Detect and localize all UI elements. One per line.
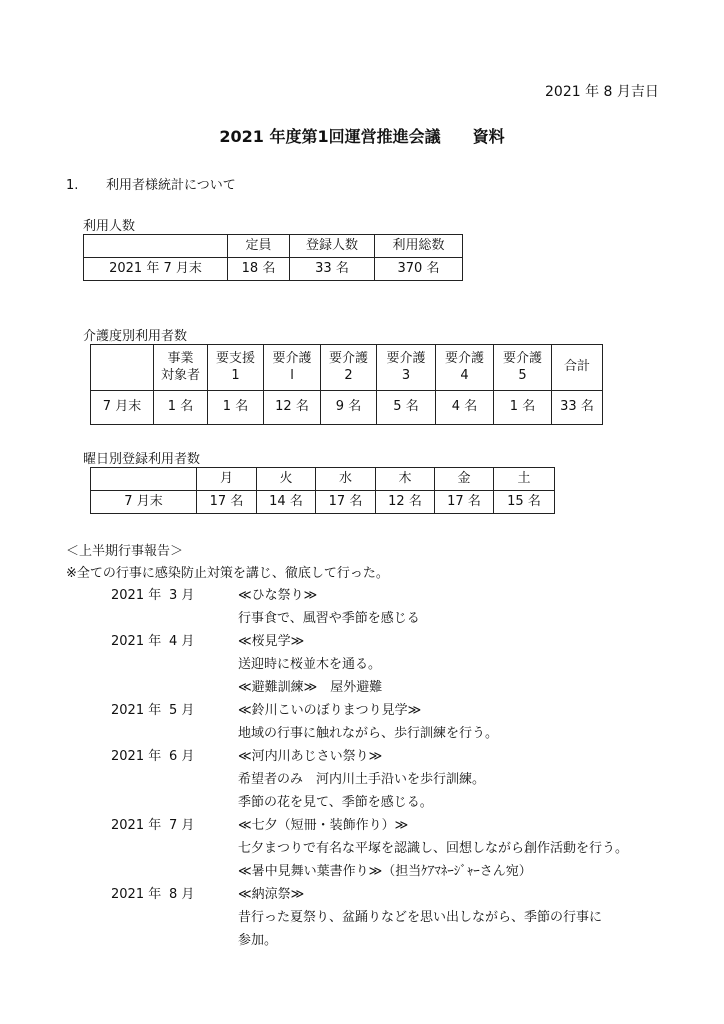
table-cell: 登録人数 — [290, 235, 375, 258]
table-cell: 7 月末 — [91, 491, 197, 514]
event-month: 5 月 — [169, 703, 195, 718]
table-cell: 33 名 — [290, 258, 375, 281]
header-line: 事業 — [167, 351, 194, 367]
care-table-label: 介護度別利用者数 — [83, 329, 188, 344]
table-row — [84, 258, 463, 281]
document-date: 2021 年 8 月吉日 — [545, 84, 659, 100]
table-cell: 17 名 — [197, 491, 257, 514]
table-cell — [154, 345, 208, 391]
header-line: 要支援 — [215, 351, 255, 367]
event-month: 7 月 — [169, 818, 195, 833]
document-title: 2021 年度第1回運営推進会議 資料 — [219, 127, 505, 146]
event-date — [111, 745, 194, 764]
header-line: 5 — [518, 367, 527, 383]
event-month: 8 月 — [169, 887, 195, 902]
event-date — [111, 584, 194, 603]
table-header-row — [91, 468, 555, 491]
section-heading — [66, 174, 236, 193]
weekday-table-label: 曜日別登録利用者数 — [83, 452, 201, 467]
table-cell: 18 名 — [228, 258, 290, 281]
table-cell: 合計 — [552, 345, 603, 391]
table-cell: 12 名 — [264, 391, 321, 425]
event-year: 2021 年 — [111, 703, 162, 718]
header-line: 2 — [344, 367, 353, 383]
header-line: 要介護 — [328, 351, 368, 367]
table-cell: 金 — [435, 468, 494, 491]
event-line: ≪鈴川こいのぼりまつり見学≫ — [238, 703, 422, 718]
table-cell: 7 月末 — [91, 391, 154, 425]
event-line: ≪暑中見舞い葉書作り≫（担当ｹｱﾏﾈｰｼﾞｬｰさん宛） — [238, 864, 532, 879]
table-cell: 33 名 — [552, 391, 603, 425]
header-line: 要介護 — [272, 351, 312, 367]
table-cell: 1 名 — [494, 391, 552, 425]
event-month: 3 月 — [169, 588, 195, 603]
table-header-row — [84, 235, 463, 258]
report-note: ※全ての行事に感染防止対策を講じ、徹底して行った。 — [66, 566, 389, 581]
table-cell: 2021 年 7 月末 — [84, 258, 228, 281]
event-line: ≪避難訓練≫ 屋外避難 — [238, 680, 383, 695]
event-line: 七夕まつりで有名な平塚を認識し、回想しながら創作活動を行う。 — [238, 841, 629, 856]
table-cell: 水 — [316, 468, 376, 491]
header-line: l — [290, 367, 294, 383]
event-year: 2021 年 — [111, 634, 162, 649]
table-cell — [436, 345, 494, 391]
header-line: 1 — [231, 367, 240, 383]
care-table — [90, 344, 603, 425]
table-cell: 1 名 — [208, 391, 264, 425]
event-date — [111, 883, 194, 902]
table-cell — [91, 468, 197, 491]
event-line: ≪桜見学≫ — [238, 634, 305, 649]
table-cell: 17 名 — [316, 491, 376, 514]
event-date — [111, 630, 194, 649]
table-cell: 土 — [494, 468, 555, 491]
table-cell: 4 名 — [436, 391, 494, 425]
header-line: 要介護 — [444, 351, 484, 367]
event-year: 2021 年 — [111, 818, 162, 833]
table-cell: 370 名 — [375, 258, 463, 281]
table-cell — [377, 345, 436, 391]
event-month: 4 月 — [169, 634, 195, 649]
event-month: 6 月 — [169, 749, 195, 764]
section-number: 1. — [66, 178, 79, 193]
table-cell: 5 名 — [377, 391, 436, 425]
event-line: ≪ひな祭り≫ — [238, 588, 318, 603]
table-cell: 利用総数 — [375, 235, 463, 258]
header-line: 要介護 — [502, 351, 542, 367]
table-cell: 17 名 — [435, 491, 494, 514]
header-line: 4 — [460, 367, 469, 383]
event-line: ≪七夕（短冊・装飾作り）≫ — [238, 818, 409, 833]
table-cell: 15 名 — [494, 491, 555, 514]
event-date — [111, 699, 194, 718]
event-year: 2021 年 — [111, 887, 162, 902]
table-cell — [264, 345, 321, 391]
users-table-label: 利用人数 — [83, 219, 136, 234]
table-cell — [494, 345, 552, 391]
event-date — [111, 814, 194, 833]
event-line: ≪納涼祭≫ — [238, 887, 305, 902]
event-line: ≪河内川あじさい祭り≫ — [238, 749, 383, 764]
table-cell: 1 名 — [154, 391, 208, 425]
event-line: 送迎時に桜並木を通る。 — [238, 657, 382, 672]
table-cell — [321, 345, 377, 391]
table-cell: 12 名 — [376, 491, 435, 514]
table-cell: 月 — [197, 468, 257, 491]
table-row — [91, 391, 603, 425]
table-cell: 14 名 — [257, 491, 316, 514]
header-line: 対象者 — [160, 367, 200, 383]
event-line: 希望者のみ 河内川土手沿いを歩行訓練。 — [238, 772, 486, 787]
header-line: 3 — [401, 367, 411, 383]
section-title: 利用者様統計について — [106, 178, 236, 193]
header-line: 要介護 — [386, 351, 426, 367]
table-cell: 定員 — [228, 235, 290, 258]
table-cell — [208, 345, 264, 391]
event-line: 地域の行事に触れながら、歩行訓練を行う。 — [238, 726, 499, 741]
table-cell: 火 — [257, 468, 316, 491]
event-year: 2021 年 — [111, 749, 162, 764]
weekday-table — [90, 467, 555, 514]
users-table — [83, 234, 463, 281]
table-header-row — [91, 345, 603, 391]
table-cell: 木 — [376, 468, 435, 491]
event-line: 行事食で、風習や季節を感じる — [238, 611, 420, 626]
event-line: 季節の花を見て、季節を感じる。 — [238, 795, 433, 810]
table-cell: 9 名 — [321, 391, 377, 425]
report-title: ＜上半期行事報告＞ — [66, 544, 184, 559]
table-row — [91, 491, 555, 514]
event-line: 参加。 — [238, 933, 278, 948]
table-cell — [91, 345, 154, 391]
event-year: 2021 年 — [111, 588, 162, 603]
event-line: 昔行った夏祭り、盆踊りなどを思い出しながら、季節の行事に — [238, 910, 603, 925]
table-cell — [84, 235, 228, 258]
